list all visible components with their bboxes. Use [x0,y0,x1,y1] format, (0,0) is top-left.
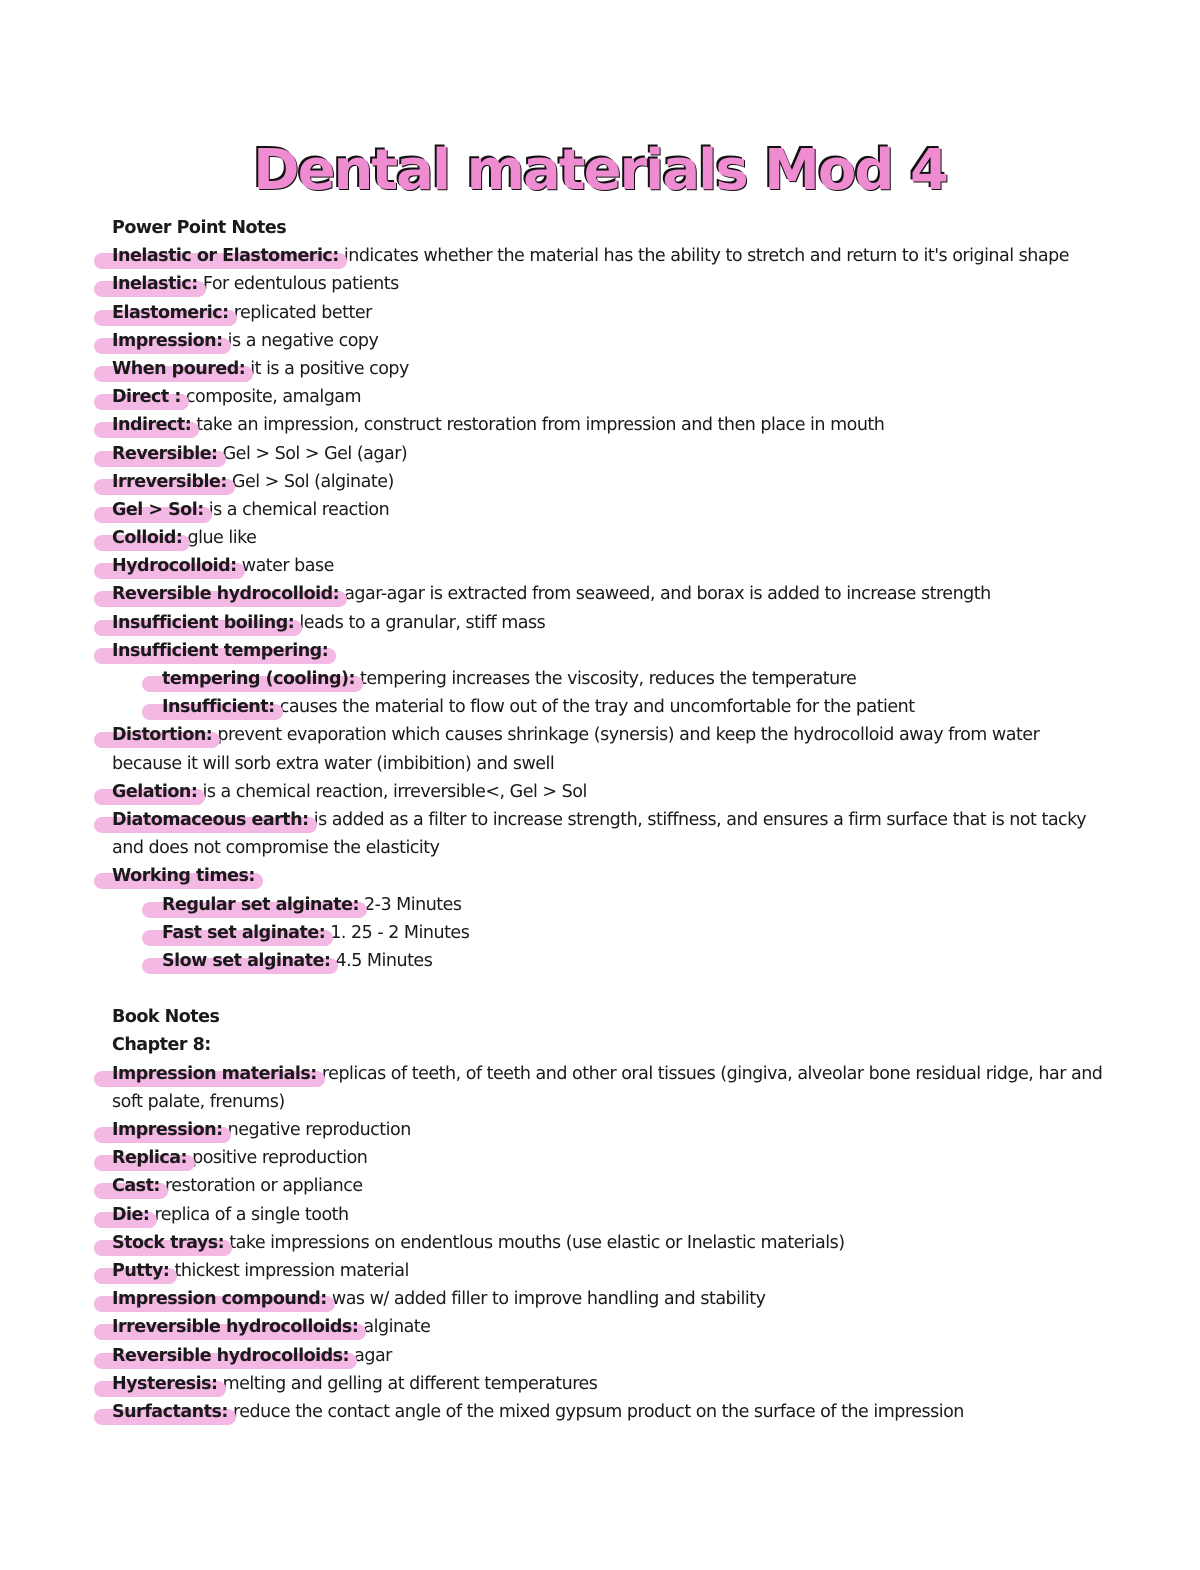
definition-text: Gel > Sol > Gel (agar) [217,443,408,464]
highlighted-term: Putty: [112,1260,170,1281]
highlighted-term: Gelation: [112,781,198,802]
note-line-distortion-continued [112,750,1112,778]
note-line-gelation [112,778,1112,806]
definition-text: because it will sorb extra water (imbibition) and swell [112,753,555,774]
note-line-impression-materials [112,1060,1112,1088]
highlighted-term: Impression materials: [112,1063,317,1084]
highlighted-term: Gel > Sol: [112,499,204,520]
highlighted-term: Die: [112,1204,150,1225]
note-line-tempering-cooling [112,665,1112,693]
highlighted-term: Cast: [112,1176,160,1197]
blank-line [112,975,1112,1003]
highlighted-term: Reversible: [112,443,218,464]
highlighted-term: Working times: [112,866,255,887]
highlighted-term: Replica: [112,1148,188,1169]
highlighted-term: Irreversible: [112,471,227,492]
definition-text: 2-3 Minutes [358,894,462,915]
highlighted-term: Reversible hydrocolloids: [112,1345,350,1366]
note-line-die [112,1201,1112,1229]
notes-body [112,214,1112,1426]
highlighted-term: Regular set alginate: [162,894,359,915]
note-line-indirect [112,411,1112,439]
highlighted-term: Indirect: [112,415,192,436]
definition-text: it is a positive copy [245,358,409,379]
note-line-hydrocolloid [112,552,1112,580]
highlighted-term: Colloid: [112,528,183,549]
definition-text: is a chemical reaction, irreversible<, Gel > Sol [197,781,587,802]
section-heading-book: Book Notes [112,1007,220,1028]
note-line-diatomaceous-continued [112,834,1112,862]
definition-text: causes the material to flow out of the tray and uncomfortable for the patient [274,697,915,718]
note-line-insufficient-tempering [112,637,1112,665]
note-line-colloid [112,524,1112,552]
highlighted-term: Slow set alginate: [162,950,331,971]
highlighted-term: Fast set alginate: [162,922,326,943]
highlighted-term: Stock trays: [112,1232,225,1253]
note-line-inelastic [112,270,1112,298]
note-line-replica [112,1144,1112,1172]
highlighted-term: Distortion: [112,725,213,746]
definition-text: glue like [182,528,257,549]
note-line-working-times [112,862,1112,890]
note-line-elastomeric [112,299,1112,327]
definition-text: water base [236,556,334,577]
note-line-impression [112,327,1112,355]
highlighted-term: Insufficient: [162,697,275,718]
definition-text: leads to a granular, stiff mass [294,612,546,633]
definition-text: replicas of teeth, of teeth and other oral tissues (gingiva, alveolar bone residual ridge, har and [316,1063,1103,1084]
highlighted-term: Surfactants: [112,1401,228,1422]
note-line-hysteresis [112,1370,1112,1398]
note-line-distortion [112,721,1112,749]
definition-text: tempering increases the viscosity, reduces the temperature [354,669,857,689]
definition-text: and does not compromise the elasticity [112,838,440,859]
definition-text: soft palate, frenums) [112,1091,285,1112]
page-title: Dental materials Mod 4 [253,138,947,203]
definition-text: positive reproduction [187,1148,368,1169]
definition-text: replica of a single tooth [149,1204,349,1225]
definition-text: is a negative copy [222,330,379,351]
note-line-surfactants [112,1398,1112,1426]
note-line-book-impression [112,1116,1112,1144]
definition-text: 1. 25 - 2 Minutes [325,922,470,943]
note-line-diatomaceous-earth [112,806,1112,834]
highlighted-term: Elastomeric: [112,302,229,323]
definition-text: is a chemical reaction [203,499,390,520]
highlighted-term: Hysteresis: [112,1373,218,1394]
highlighted-term: Impression compound: [112,1289,327,1310]
note-line-irreversible-hydrocolloids [112,1313,1112,1341]
note-line-fast-set [112,919,1112,947]
note-line-putty [112,1257,1112,1285]
section-heading-powerpoint: Power Point Notes [112,218,287,238]
definition-text: reduce the contact angle of the mixed gypsum product on the surface of the impression [227,1401,964,1422]
note-line-cast [112,1172,1112,1200]
note-line-reversible-hydrocolloid [112,580,1112,608]
note-line-direct [112,383,1112,411]
definition-text: thickest impression material [169,1260,409,1281]
highlighted-term: Insufficient tempering: [112,640,329,661]
note-line-when-poured [112,355,1112,383]
highlighted-term: Inelastic: [112,274,198,295]
highlighted-term: Direct : [112,387,181,408]
highlighted-term: When poured: [112,358,246,379]
definition-text: composite, amalgam [180,387,362,408]
definition-text: alginate [358,1317,431,1338]
definition-text: 4.5 Minutes [330,950,433,971]
definition-text: negative reproduction [222,1120,411,1140]
note-line-gel-sol [112,496,1112,524]
note-line-irreversible [112,468,1112,496]
definition-text: was w/ added filler to improve handling and stability [326,1289,766,1310]
note-line-insufficient-boiling [112,609,1112,637]
highlighted-term: Inelastic or Elastomeric: [112,246,339,267]
definition-text: take an impression, construct restoration from impression and then place in mouth [191,415,885,436]
note-line-impression-materials-continued [112,1088,1112,1116]
highlighted-term: Impression: [112,1120,223,1140]
definition-text: melting and gelling at different temperatures [217,1373,598,1394]
note-line-inelastic-or-elastomeric [112,242,1112,270]
note-line-insufficient [112,693,1112,721]
definition-text: indicates whether the material has the ability to stretch and return to it's original shape [338,246,1069,267]
highlighted-term: Diatomaceous earth: [112,809,309,830]
note-line-reversible-hydrocolloids [112,1342,1112,1370]
definition-text: take impressions on endentlous mouths (use elastic or Inelastic materials) [224,1232,845,1253]
definition-text: prevent evaporation which causes shrinkage (synersis) and keep the hydrocolloid away from water [212,725,1040,746]
note-line-slow-set [112,947,1112,975]
chapter-heading: Chapter 8: [112,1035,211,1056]
definition-text: Gel > Sol (alginate) [226,471,394,492]
definition-text: is added as a filter to increase strength, stiffness, and ensures a firm surface that is not tacky [308,809,1087,830]
highlighted-term: Insufficient boiling: [112,612,295,633]
highlighted-term: Impression: [112,330,223,351]
note-line-reversible [112,440,1112,468]
highlighted-term: Reversible hydrocolloid: [112,584,340,605]
definition-text: restoration or appliance [159,1176,363,1197]
highlighted-term: tempering (cooling): [162,669,355,689]
definition-text: agar [349,1345,392,1366]
note-line-stock-trays [112,1229,1112,1257]
definition-text: agar-agar is extracted from seaweed, and borax is added to increase strength [339,584,991,605]
definition-text: replicated better [228,302,372,323]
note-line-regular-set [112,891,1112,919]
highlighted-term: Hydrocolloid: [112,556,237,577]
highlighted-term: Irreversible hydrocolloids: [112,1317,359,1338]
note-line-impression-compound [112,1285,1112,1313]
definition-text: For edentulous patients [197,274,399,295]
